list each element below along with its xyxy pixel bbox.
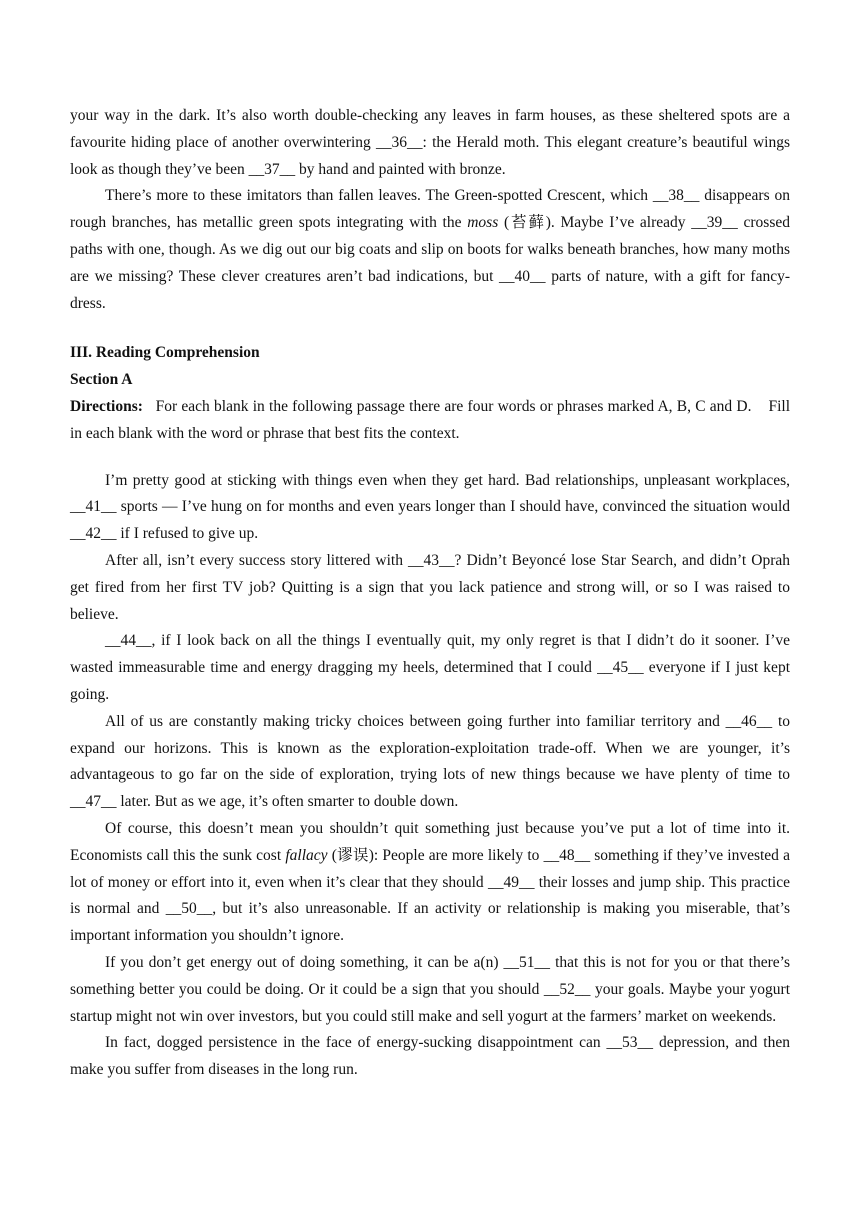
passage-paragraph-5	[70, 816, 790, 950]
passage-paragraph-3: __44__, if I look back on all the things I eventually quit, my only regret is that I didn’t do it sooner. I’ve wasted immeasurable time and energy dragging my heels, determined that I could __45__ everyone if I just kept going.	[70, 632, 790, 703]
passage-paragraph-1: I’m pretty good at sticking with things even when they get hard. Bad relationships, unpleasant workplaces, __41__ sports — I’ve hung on for months and even years longer than I should have, convinced the situation would __42__ if I refused to give up.	[70, 471, 790, 543]
document-page	[70, 103, 790, 1084]
prev-passage-paragraph-2	[70, 183, 790, 317]
glossary-term-fallacy: fallacy	[285, 846, 328, 864]
passage-paragraph-5-text-a: Of course, this doesn’t mean you shouldn’t quit something just because you’ve put a lot of time into it. Economists call this the sunk cost	[70, 819, 790, 864]
prev-passage-paragraph-1	[70, 103, 790, 183]
directions-text: For each blank in the following passage there are four words or phrases marked A, B, C and D. Fill in each blank with the word or phrase that best fits the context.	[70, 397, 790, 442]
prev-passage-paragraph-1-text: your way in the dark. It’s also worth double-checking any leaves in farm houses, as these sheltered spots are a favourite hiding place of another overwintering __36__: the Herald moth. This elegant creature’s beautiful wings look as though they’ve been __37__ by hand and painted with bronze.	[70, 107, 790, 178]
passage-paragraph-2: After all, isn’t every success story littered with __43__? Didn’t Beyoncé lose Star Search, and didn’t Oprah get fired from her first TV job? Quitting is a sign that you lack patience and strong will, or so I was raised to believe.	[70, 551, 790, 623]
directions	[70, 394, 790, 448]
passage-paragraph-6: If you don’t get energy out of doing something, it can be a(n) __51__ that this is not for you or that there’s something better you could be doing. Or it could be a sign that you should __52__ your goals. Maybe your yogurt startup might not win over investors, but you could still make and sell yogurt at the farmers’ market on weekends.	[70, 953, 790, 1025]
passage-paragraph-5-text-b: (谬误): People are more likely to __48__ something if they’ve invested a lot of money or effort into it, even when it’s clear that they should __49__ their losses and jump ship. This practice is normal and __50__, but it’s also unreasonable. If an activity or relationship is making you miserable, that’s important information you shouldn’t ignore.	[70, 846, 790, 945]
spacer	[70, 448, 790, 468]
prev-passage-paragraph-2-text-b: (苔藓). Maybe I’ve already __39__ crossed paths with one, though. As we dig out our big coats and slip on boots for walks beneath branches, how many moths are we missing? These clever creatures aren’t bad indications, but __40__ parts of nature, with a gift for fancy-dress.	[70, 214, 790, 312]
directions-label: Directions:	[70, 397, 143, 415]
spacer	[70, 317, 790, 340]
prev-passage-paragraph-2-text-a: There’s more to these imitators than fallen leaves. The Green-spotted Crescent, which __38__ disappears on rough branches, has metallic green spots integrating with the	[70, 187, 790, 232]
passage-paragraph-4: All of us are constantly making tricky choices between going further into familiar territory and __46__ to expand our horizons. This is known as the exploration-exploitation trade-off. When we are younger, it’s advantageous to go far on the side of exploration, trying lots of new things because we have plenty of time to __47__ later. But as we age, it’s often smarter to double down.	[70, 712, 790, 811]
glossary-term-moss: moss	[467, 214, 499, 232]
passage-paragraph-7: In fact, dogged persistence in the face of energy-sucking disappointment can __53__ depression, and then make you suffer from diseases in the long run.	[70, 1034, 790, 1079]
section-heading: III. Reading Comprehension	[70, 344, 260, 362]
section-subheading: Section A	[70, 371, 133, 389]
